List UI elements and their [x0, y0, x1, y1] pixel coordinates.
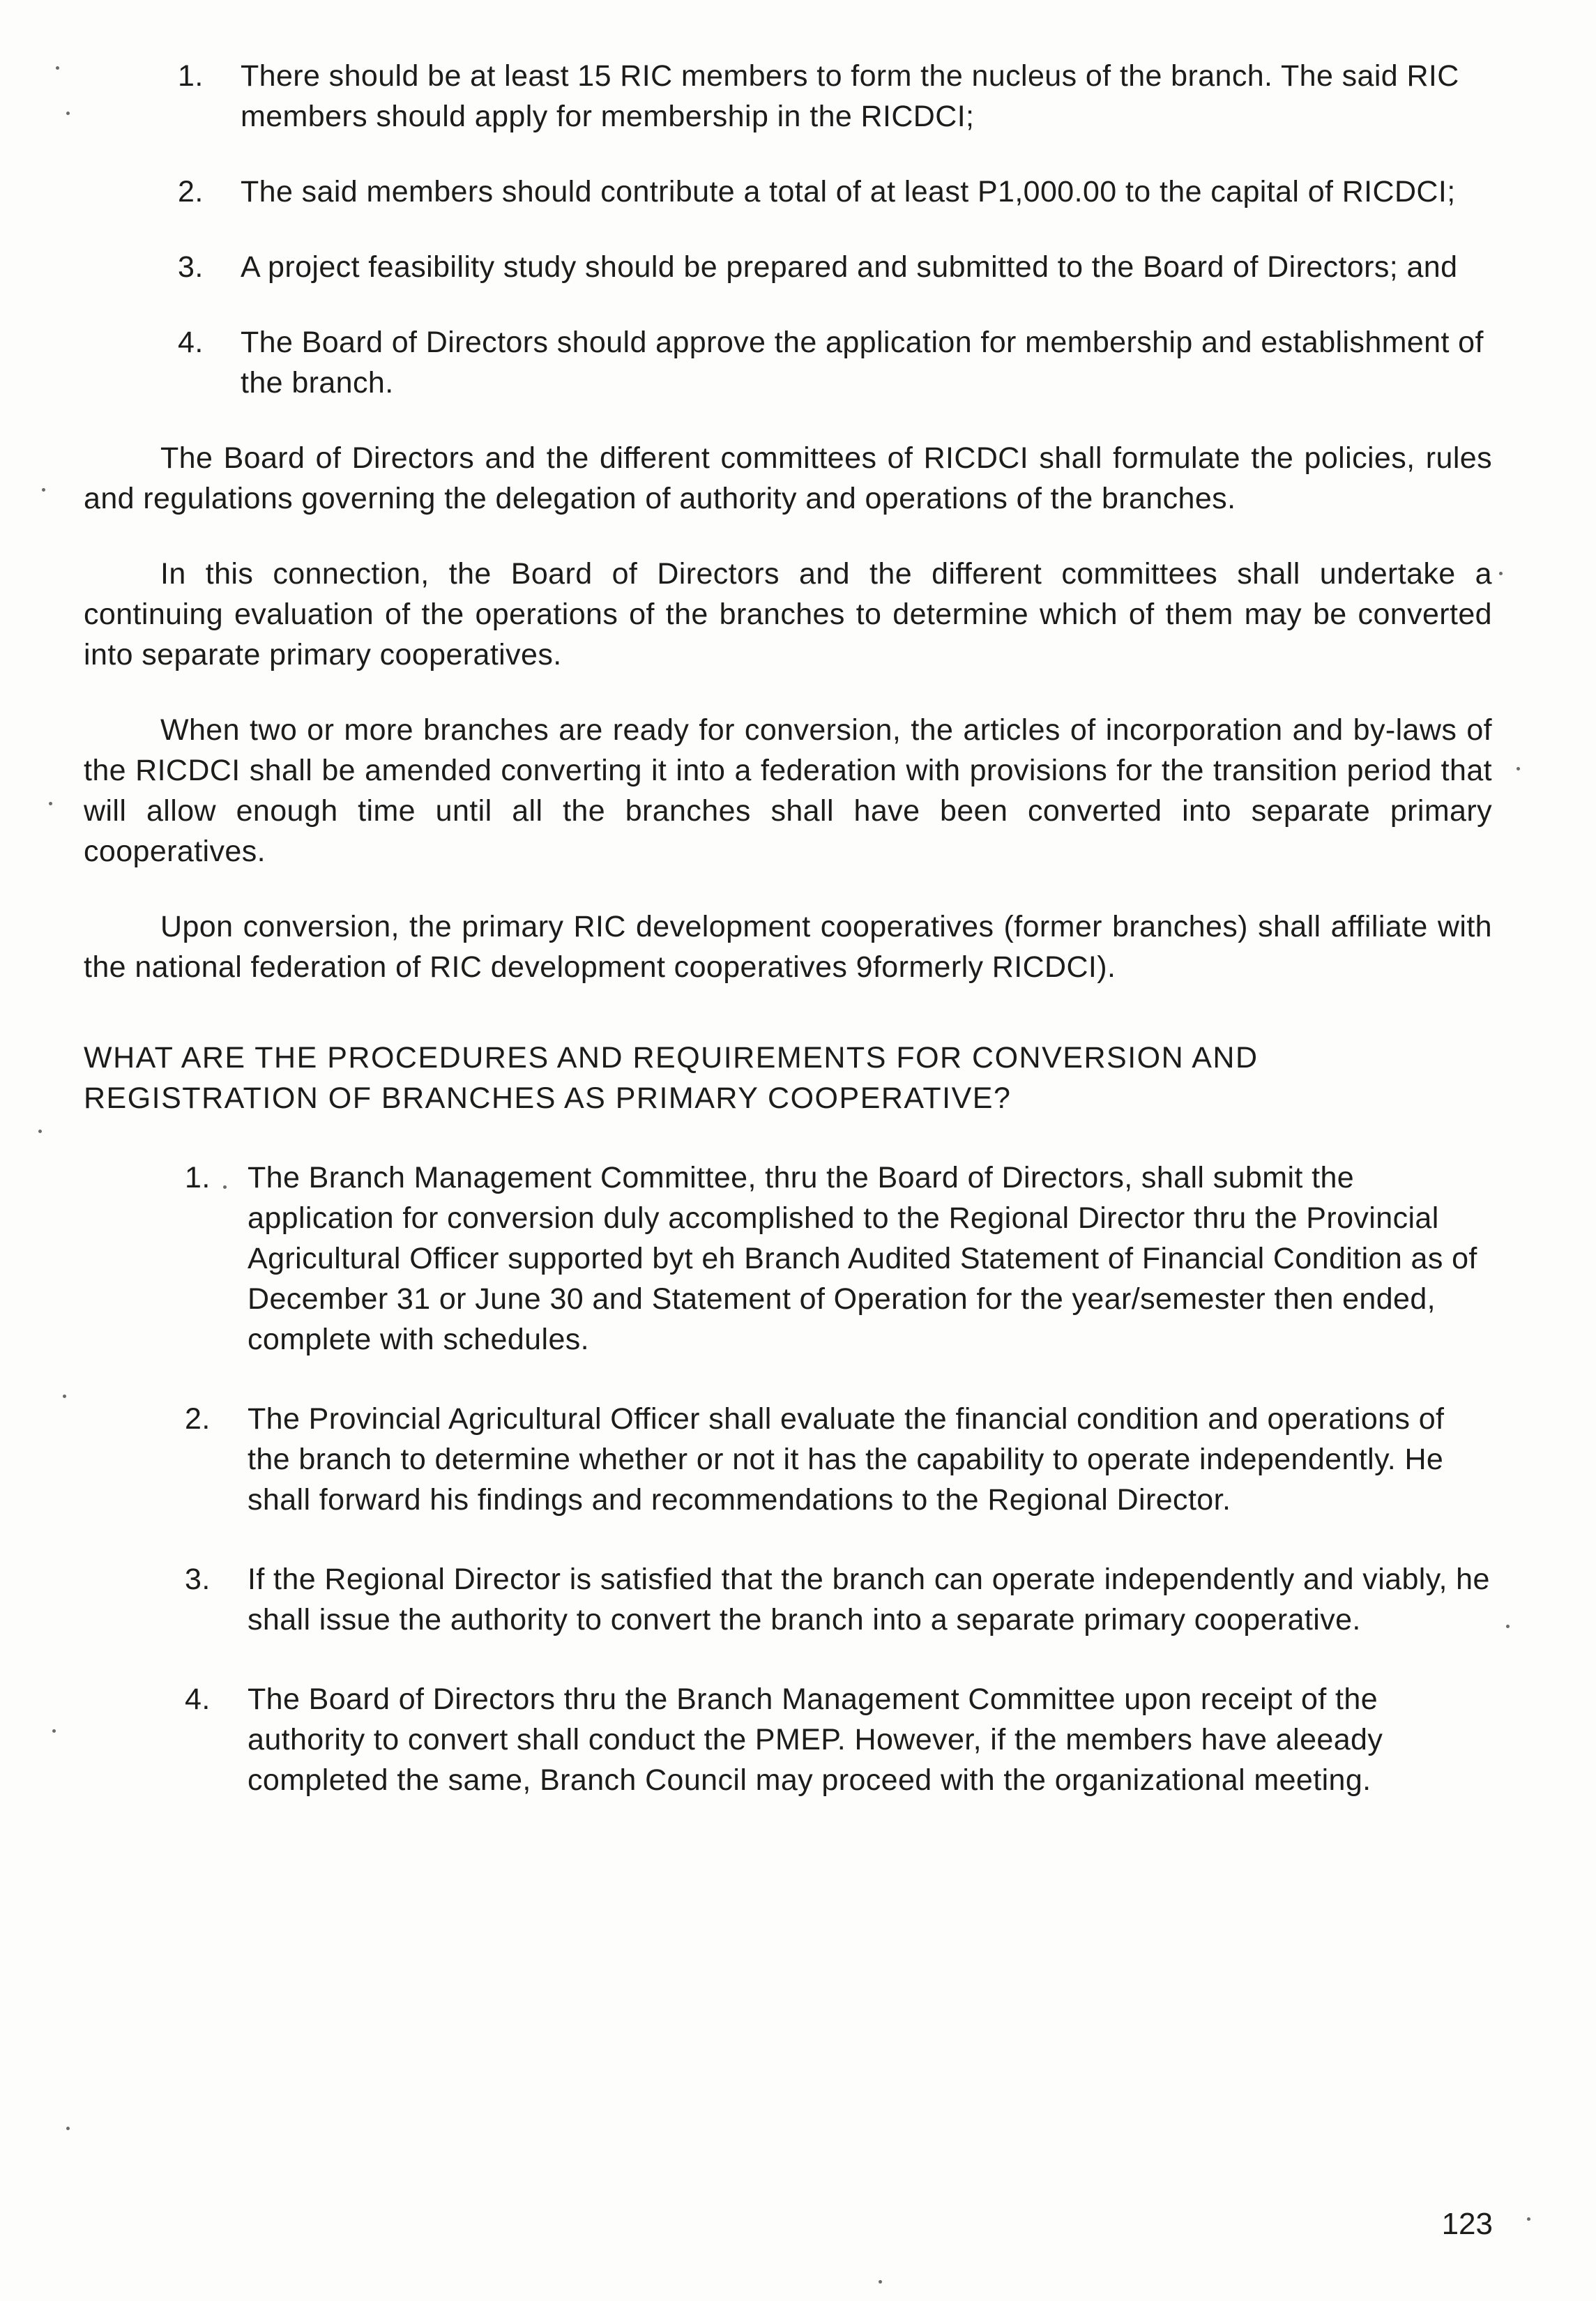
paragraph: The Board of Directors and the different committees of RICDCI shall formulate the policies, rules and regulations governing the delegation of authority and operations of the branches.	[84, 441, 1492, 515]
list-item-text: The said members should contribute a total of at least P1,000.00 to the capital of RICDCI;	[241, 175, 1456, 208]
scan-speck	[223, 1185, 227, 1189]
list-item-text: There should be at least 15 RIC members to form the nucleus of the branch. The said RIC members should apply for membership in the RICDCI;	[241, 59, 1459, 133]
list-item	[84, 1157, 1492, 1360]
page-number: 123	[1441, 2207, 1493, 2241]
list-item-text: A project feasibility study should be prepared and submitted to the Board of Directors; and	[241, 250, 1458, 284]
conversion-procedures-list	[84, 1157, 1492, 1800]
scan-speck	[38, 1130, 42, 1133]
list-item	[84, 322, 1492, 403]
scan-speck	[52, 1729, 56, 1733]
scan-speck	[1506, 1625, 1510, 1628]
paragraph: When two or more branches are ready for conversion, the articles of incorporation and by-laws of the RICDCI shall be amended converting it into a federation with provisions for the transition period that will allow enough time until all the branches shall have been converted into separate primary cooperatives.	[84, 713, 1492, 868]
section-heading-line: REGISTRATION OF BRANCHES AS PRIMARY COOPERATIVE?	[84, 1081, 1012, 1115]
page-content	[84, 56, 1492, 1839]
scan-speck	[42, 488, 45, 492]
list-item-number: 2.	[185, 1402, 211, 1436]
list-item-number: 3.	[178, 250, 204, 284]
scan-speck	[56, 66, 59, 70]
list-item-text: The Board of Directors should approve the application for membership and establishment of the branch.	[241, 326, 1484, 400]
list-item-text: The Provincial Agricultural Officer shall evaluate the financial condition and operations of the branch to determine whether or not it has the capability to operate independently. He shall forward his findings and recommendations to the Regional Director.	[248, 1402, 1445, 1517]
list-item-number: 2.	[178, 175, 204, 208]
scan-speck	[1527, 2217, 1530, 2221]
list-item	[84, 1399, 1492, 1520]
list-item	[84, 247, 1492, 287]
list-item	[84, 1679, 1492, 1800]
list-item-text: The Branch Management Committee, thru the Board of Directors, shall submit the application for conversion duly accomplished to the Regional Director thru the Provincial Agricultural Officer supported byt eh Branch Audited Statement of Financial Condition as of December 31 or June 30 and Statement of Operation for the year/semester then ended, complete with schedules.	[248, 1161, 1477, 1356]
list-item-number: 1.	[185, 1161, 211, 1194]
branch-requirements-list	[84, 56, 1492, 403]
list-item-number: 4.	[185, 1683, 211, 1716]
list-item	[84, 56, 1492, 137]
paragraph: In this connection, the Board of Directors and the different committees shall undertake a continuing evaluation of the operations of the branches to determine which of them may be converted into separate primary cooperatives.	[84, 557, 1492, 671]
list-item-text: If the Regional Director is satisfied that the branch can operate independently and viably, he shall issue the authority to convert the branch into a separate primary cooperative.	[248, 1563, 1490, 1636]
paragraph: Upon conversion, the primary RIC development cooperatives (former branches) shall affiliate with the national federation of RIC development cooperatives 9formerly RICDCI).	[84, 910, 1492, 984]
list-item-number: 1.	[178, 59, 204, 93]
list-item-text: The Board of Directors thru the Branch Management Committee upon receipt of the authority to convert shall conduct the PMEP. However, if the members have aleeady completed the same, Branch Council may proceed with the organizational meeting.	[248, 1683, 1383, 1797]
scan-speck	[49, 802, 52, 805]
scan-speck	[1517, 767, 1520, 770]
list-item-number: 4.	[178, 326, 204, 359]
list-item-number: 3.	[185, 1563, 211, 1596]
list-item	[84, 172, 1492, 212]
scan-speck	[879, 2280, 882, 2284]
scan-speck	[63, 1395, 66, 1398]
scan-speck	[66, 112, 70, 115]
scan-speck	[1499, 572, 1503, 575]
section-heading-line: WHAT ARE THE PROCEDURES AND REQUIREMENTS FOR CONVERSION AND	[84, 1041, 1259, 1074]
list-item	[84, 1559, 1492, 1640]
section-heading	[84, 1038, 1492, 1118]
scan-speck	[66, 2127, 70, 2130]
